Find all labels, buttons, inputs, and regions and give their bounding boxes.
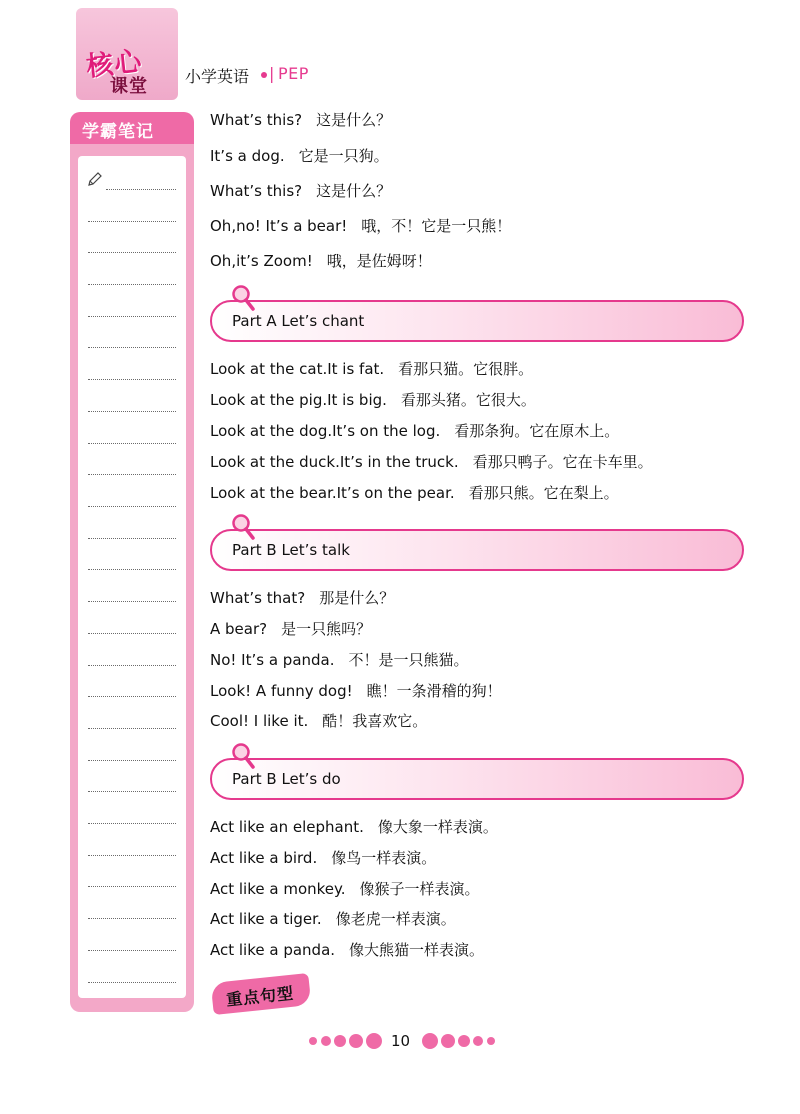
sentence-line: Oh,no! It’s a bear! 哦，不！它是一只熊！ xyxy=(210,217,512,235)
note-line xyxy=(88,569,176,570)
note-line xyxy=(88,221,176,222)
key-sentences-label: 重点句型 xyxy=(225,983,295,1010)
page-dot xyxy=(487,1037,495,1045)
header-edition: PEP xyxy=(278,64,309,83)
note-line xyxy=(88,411,176,412)
note-line xyxy=(88,823,176,824)
sentence-line: What’s this? 这是什么？ xyxy=(210,182,392,200)
section-banner xyxy=(210,300,744,342)
note-line xyxy=(88,443,176,444)
note-line xyxy=(88,918,176,919)
pencil-icon xyxy=(86,170,104,188)
magnifier-icon xyxy=(230,284,256,312)
page-dot xyxy=(366,1033,382,1049)
logo-subtitle: 课堂 xyxy=(110,76,148,97)
header-subject: 小学英语 xyxy=(185,67,250,86)
note-line xyxy=(88,950,176,951)
note-line xyxy=(88,347,176,348)
note-line xyxy=(88,728,176,729)
sentence-line: Act like an elephant. 像大象一样表演。 xyxy=(210,818,498,836)
section-title: Part B Let’s talk xyxy=(232,541,350,559)
header-dot xyxy=(261,72,267,78)
sentence-line: Look! A funny dog! 瞧！一条滑稽的狗！ xyxy=(210,682,502,700)
sentence-line: Look at the duck.It’s in the truck. 看那只鸭子。它在卡车里。 xyxy=(210,453,653,471)
magnifier-icon xyxy=(230,742,256,770)
sentence-line: Cool! I like it. 酷！我喜欢它。 xyxy=(210,712,428,730)
note-line xyxy=(88,284,176,285)
header-separator: | xyxy=(269,64,275,83)
sentence-line: Look at the bear.It’s on the pear. 看那只熊。它在梨上。 xyxy=(210,484,619,502)
page-dot xyxy=(458,1035,470,1047)
page-dot xyxy=(441,1034,455,1048)
sentence-line: Act like a monkey. 像猴子一样表演。 xyxy=(210,880,480,898)
sentence-line: Look at the cat.It is fat. 看那只猫。它很胖。 xyxy=(210,360,534,378)
note-line xyxy=(88,633,176,634)
note-line xyxy=(88,474,176,475)
sentence-line: What’s that? 那是什么？ xyxy=(210,589,395,607)
page-dot xyxy=(309,1037,317,1045)
note-line xyxy=(88,601,176,602)
sentence-line: Look at the dog.It’s on the log. 看那条狗。它在原木上。 xyxy=(210,422,620,440)
section-banner xyxy=(210,758,744,800)
page-dot xyxy=(473,1036,483,1046)
note-line xyxy=(88,982,176,983)
sentence-line: It’s a dog. 它是一只狗。 xyxy=(210,147,389,165)
page-dot xyxy=(334,1035,346,1047)
sentence-line: Act like a panda. 像大熊猫一样表演。 xyxy=(210,941,485,959)
magnifier-icon xyxy=(230,513,256,541)
sentence-line: A bear? 是一只熊吗？ xyxy=(210,620,372,638)
page-dot xyxy=(321,1036,331,1046)
notes-title: 学霸笔记 xyxy=(82,122,154,142)
logo-title: 核心 xyxy=(84,46,144,83)
section-banner xyxy=(210,529,744,571)
sentence-line: What’s this? 这是什么？ xyxy=(210,111,392,129)
section-title: Part A Let’s chant xyxy=(232,312,365,330)
section-title: Part B Let’s do xyxy=(232,770,341,788)
note-line xyxy=(88,855,176,856)
note-line xyxy=(88,760,176,761)
notes-paper xyxy=(78,156,186,998)
note-line xyxy=(88,538,176,539)
note-line xyxy=(88,886,176,887)
note-line xyxy=(88,506,176,507)
note-line xyxy=(88,791,176,792)
sentence-line: Look at the pig.It is big. 看那头猪。它很大。 xyxy=(210,391,536,409)
note-line xyxy=(88,316,176,317)
note-line xyxy=(88,379,176,380)
note-line xyxy=(88,696,176,697)
sentence-line: Act like a bird. 像鸟一样表演。 xyxy=(210,849,437,867)
page-dot xyxy=(422,1033,438,1049)
page-dot xyxy=(349,1034,363,1048)
note-line xyxy=(106,189,176,190)
sentence-line: Act like a tiger. 像老虎一样表演。 xyxy=(210,910,456,928)
note-line xyxy=(88,252,176,253)
sentence-line: Oh,it’s Zoom! 哦，是佐姆呀！ xyxy=(210,252,432,270)
page-number: 10 xyxy=(391,1032,411,1050)
note-line xyxy=(88,665,176,666)
sentence-line: No! It’s a panda. 不！是一只熊猫。 xyxy=(210,651,469,669)
